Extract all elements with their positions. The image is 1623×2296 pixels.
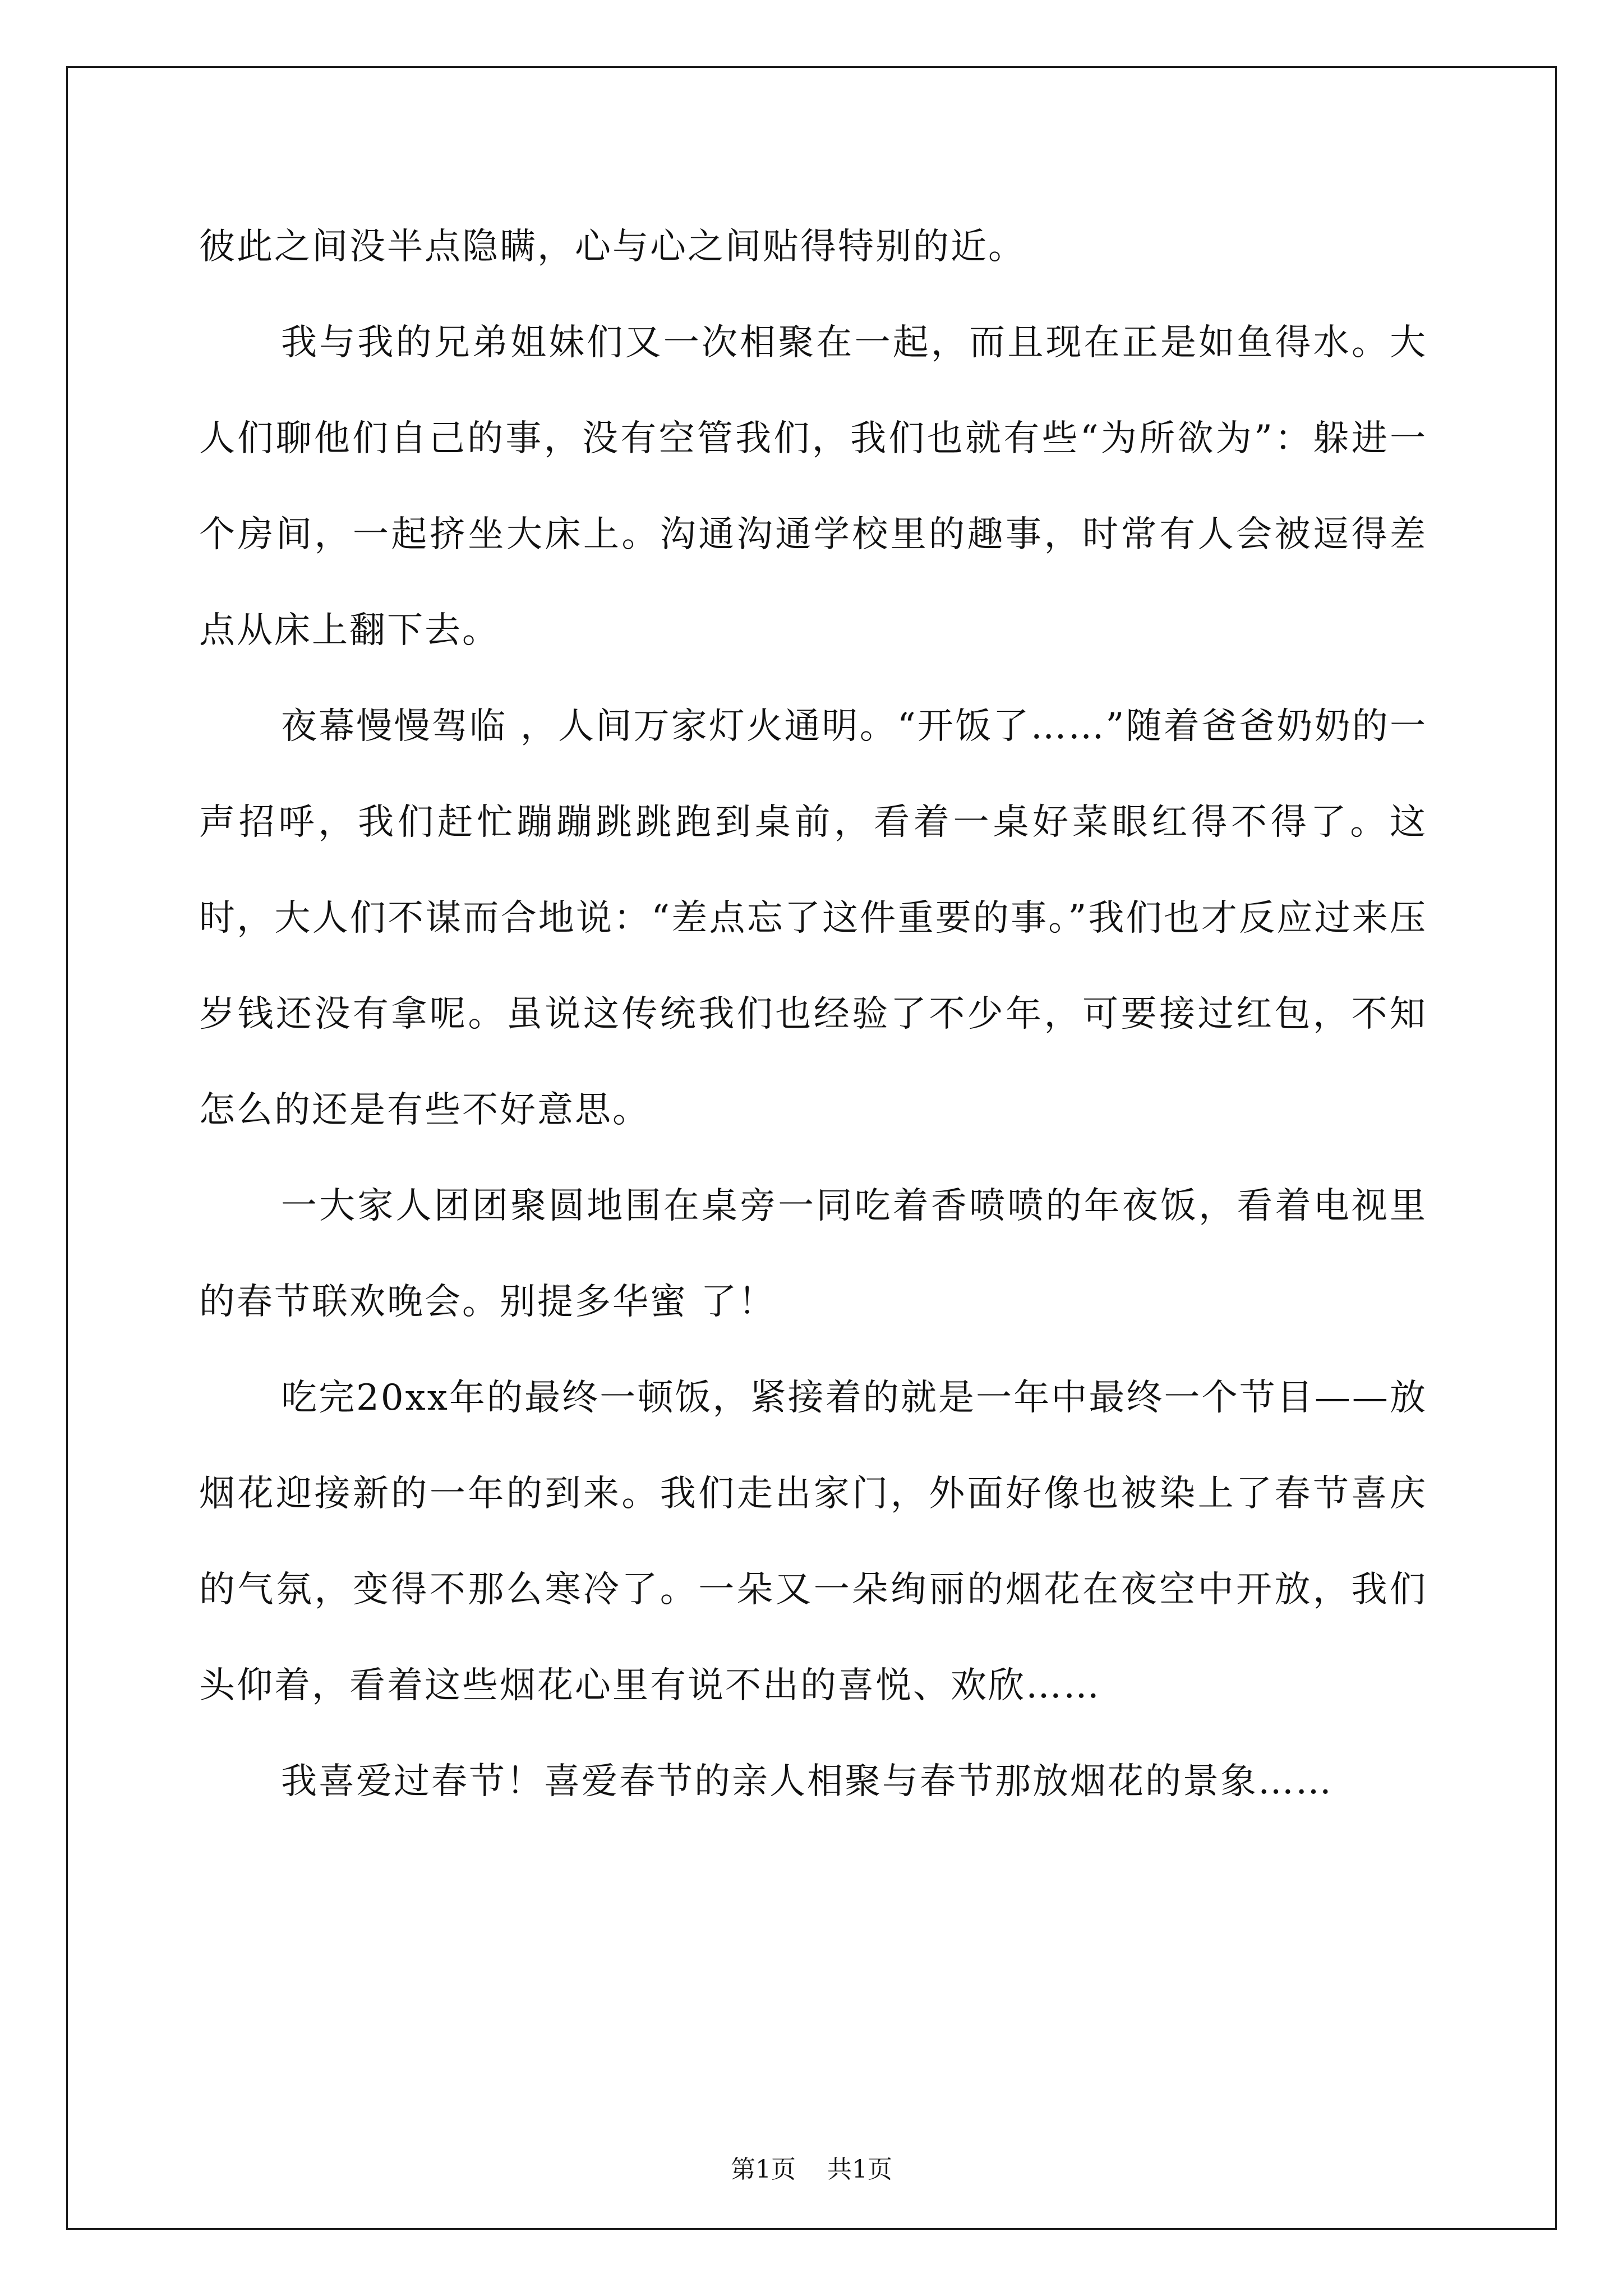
page-footer (0, 2154, 1623, 2185)
paragraph: 吃完20xx年的最终一顿饭，紧接着的就是一年中最终一个节目——放烟花迎接新的一年的到来。我们走出家门，外面好像也被染上了春节喜庆的气氛，变得不那么寒冷了。一朵又一朵绚丽的烟花在夜空中开放，我们头仰着，看着这些烟花心里有说不出的喜悦、欢欣…… (199, 1377, 1427, 1706)
paragraph: 我喜爱过春节！喜爱春节的亲人相聚与春节那放烟花的景象…… (281, 1761, 1333, 1802)
page-total: 共1页 (827, 2155, 892, 2184)
document-body (199, 199, 1427, 1830)
paragraph: 我与我的兄弟姐妹们又一次相聚在一起，而且现在正是如鱼得水。大人们聊他们自己的事，没有空管我们，我们也就有些“为所欲为”：躲进一个房间，一起挤坐大床上。沟通沟通学校里的趣事，时常有人会被逗得差点从床上翻下去。 (199, 322, 1427, 651)
paragraph: 夜幕慢慢驾临 ，人间万家灯火通明。“开饭了……”随着爸爸奶奶的一声招呼，我们赶忙蹦蹦跳跳跑到桌前，看着一桌好菜眼红得不得了。这时，大人们不谋而合地说：“差点忘了这件重要的事。”我们也才反应过来压岁钱还没有拿呢。虽说这传统我们也经验了不少年，可要接过红包，不知怎么的还是有些不好意思。 (199, 706, 1427, 1131)
paragraph: 彼此之间没半点隐瞒，心与心之间贴得特别的近。 (199, 226, 1026, 268)
paragraph: 一大家人团团聚圆地围在桌旁一同吃着香喷喷的年夜饭，看着电视里的春节联欢晚会。别提多华蜜 了！ (199, 1185, 1427, 1323)
page-number: 第1页 (731, 2155, 796, 2184)
